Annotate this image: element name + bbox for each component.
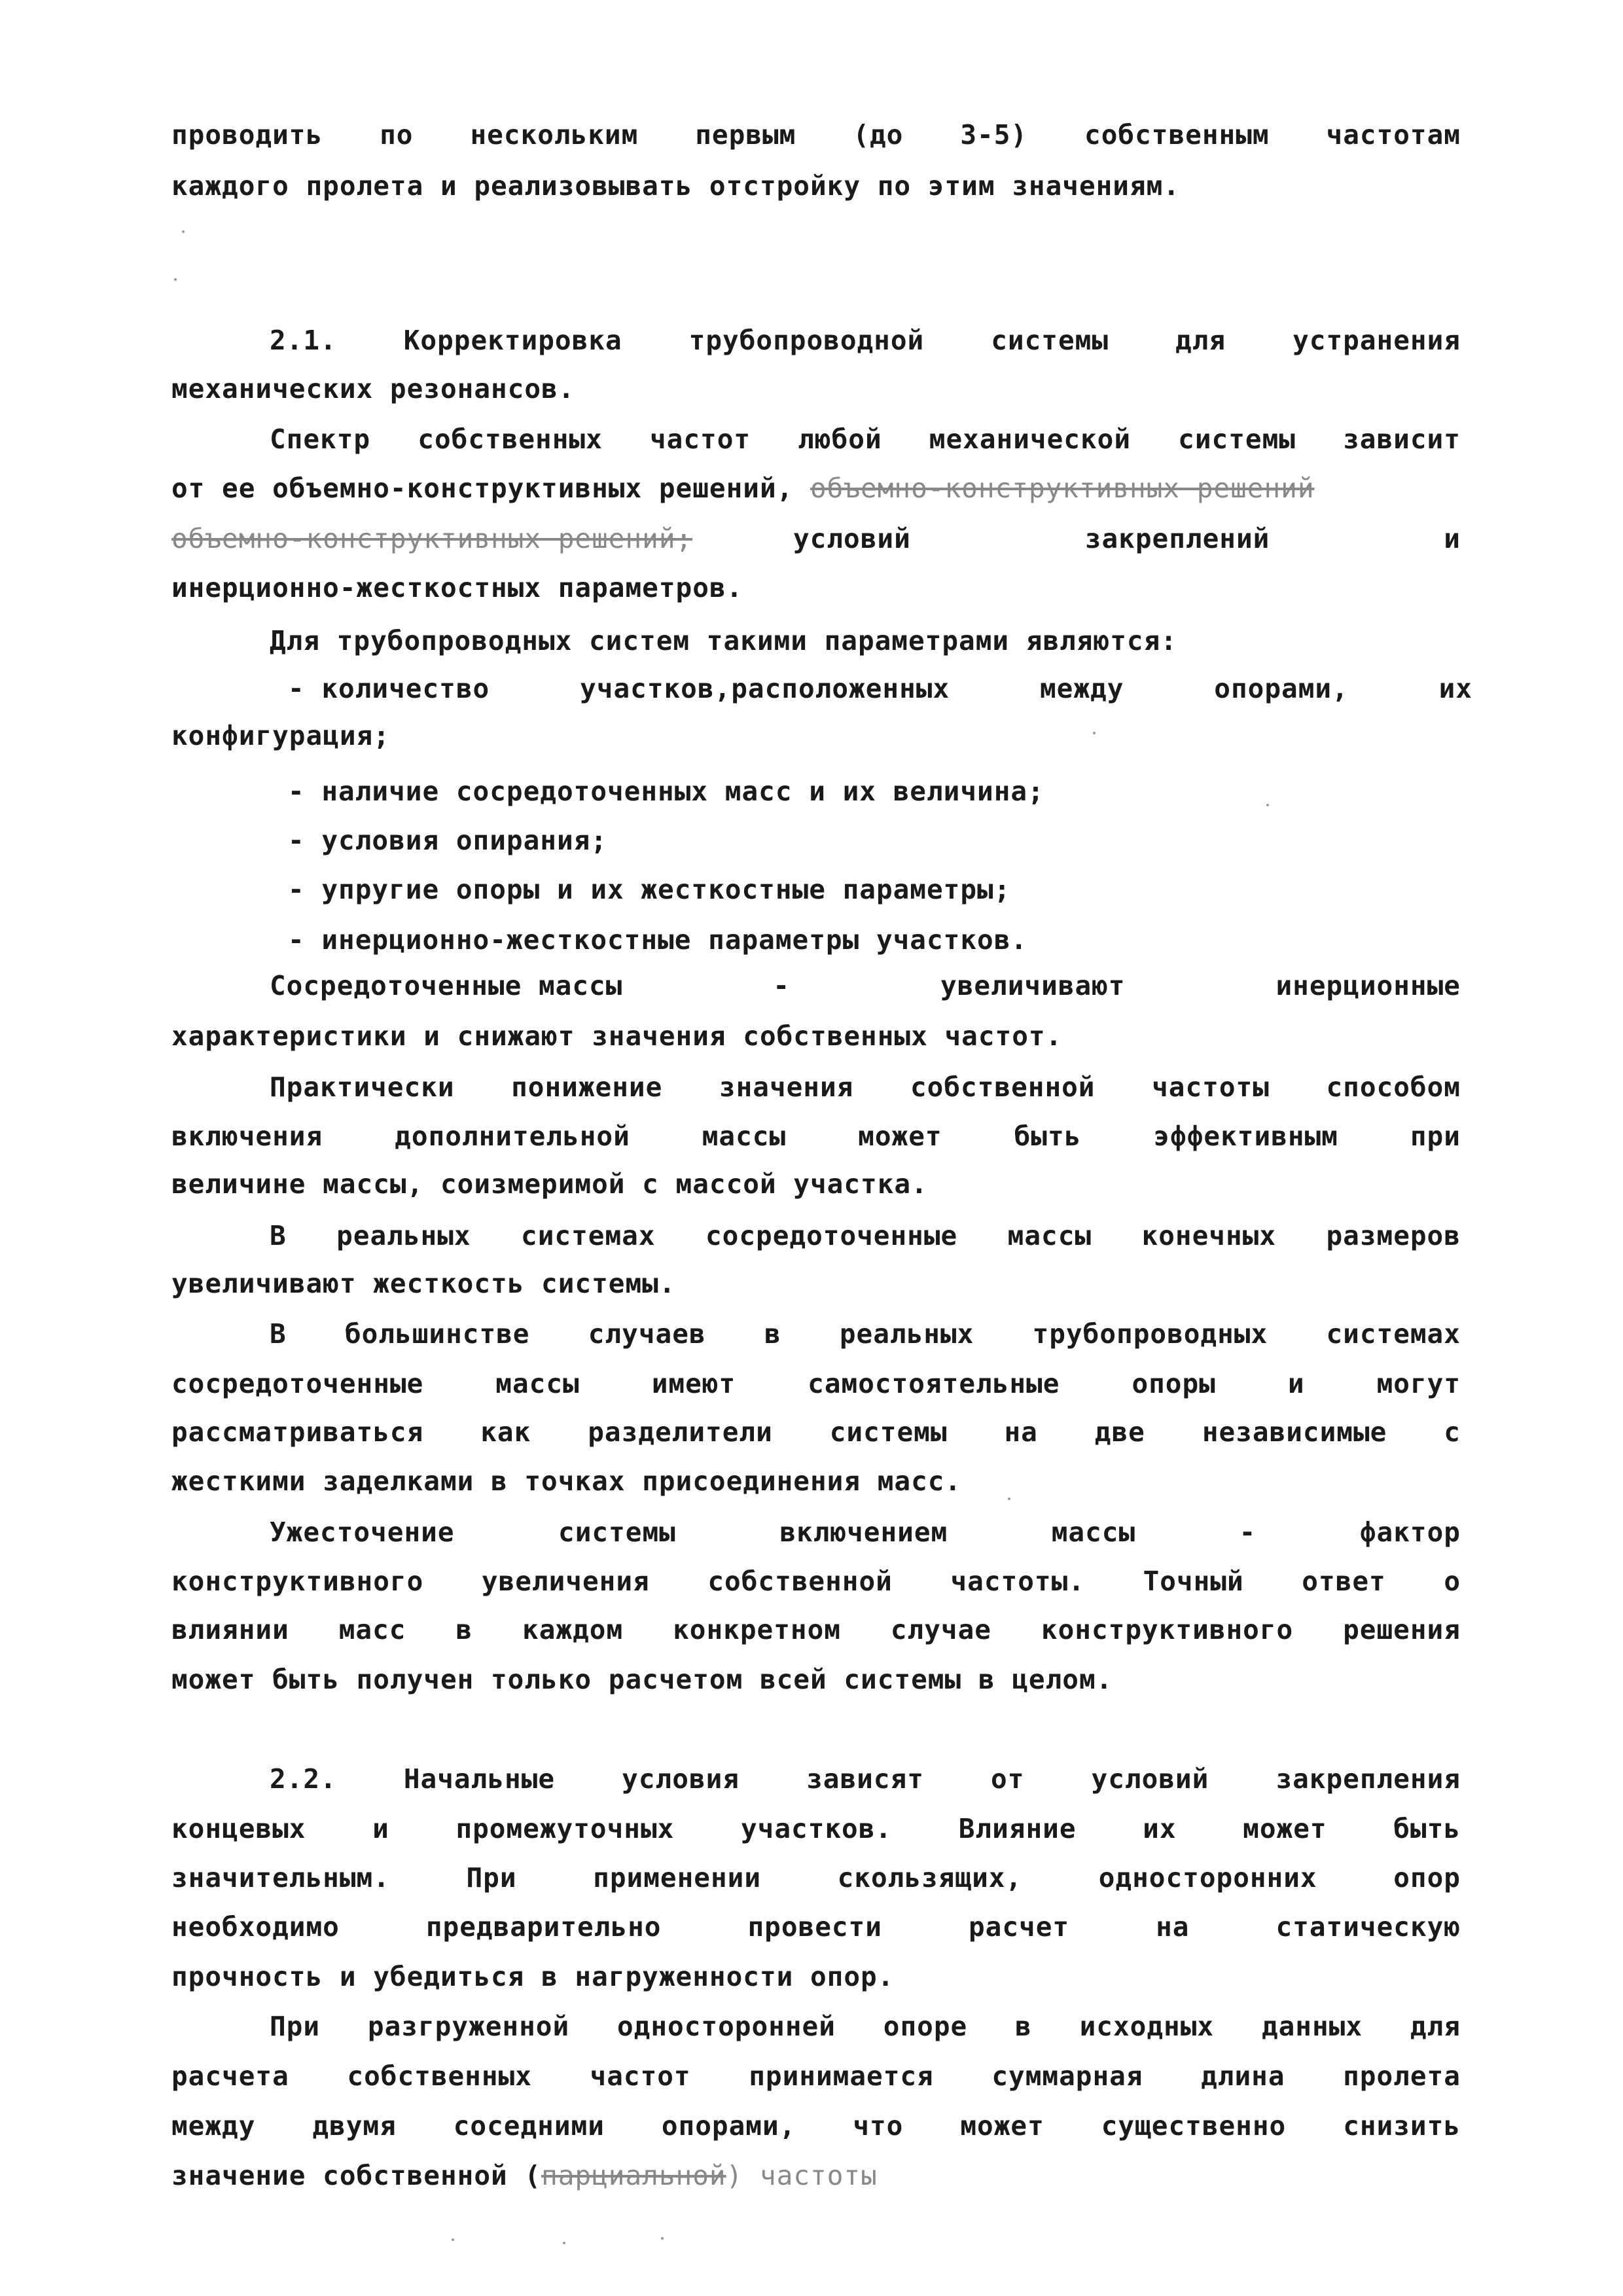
word: может [1243,1813,1327,1844]
text-line [171,1415,1461,1449]
word: размеров [1326,1220,1461,1251]
word: в [764,1318,781,1350]
word: собственным [1084,119,1270,151]
word: частоты [1152,1071,1270,1103]
text-fragment: от ее объемно-конструктивных решений, [171,473,794,504]
section-heading: механических резонансов. [171,373,575,404]
word: разгруженной [367,2011,570,2042]
word: односторонних [1098,1862,1317,1893]
word: с [1444,1416,1461,1448]
word: опорами, [661,2110,796,2142]
word: для [1410,2011,1461,2042]
word: системах [1326,1318,1461,1350]
text-line [270,969,1461,1003]
word: массы [1007,1220,1092,1251]
scan-speck [661,2237,664,2240]
word: рассматриваться [171,1416,424,1448]
section-heading [270,323,1461,357]
text-line: жесткими заделками в точках присоединения масс. [171,1465,962,1497]
word: быть [1014,1121,1082,1152]
word: (до [853,119,904,151]
text-fragment: значение собственной ( [171,2160,542,2191]
word: 2.2. [270,1763,337,1795]
word: разделители [588,1416,773,1448]
word: и [1444,523,1461,554]
word: на [1156,1911,1190,1943]
word: соседними [453,2110,605,2142]
word: Ужесточение [270,1516,455,1548]
text-fragment [793,522,1461,556]
word: расчета [171,2060,289,2092]
word: собственных [418,423,603,455]
word: - количество [288,673,490,704]
word: реальных [839,1318,974,1350]
word: условий [793,523,911,554]
word: конструктивного [171,1566,424,1597]
word: закреплений [1084,523,1270,554]
word: В [270,1318,287,1350]
word: любой [798,423,882,455]
word: системы [829,1416,948,1448]
text-line [171,471,1315,505]
word: При [466,1862,517,1893]
word: Спектр [270,423,371,455]
word: что [853,2110,904,2142]
word: конкретном [673,1614,841,1645]
word: понижение [511,1071,663,1103]
word: их [1438,673,1472,704]
text-line [171,1119,1461,1153]
word: включением [779,1516,948,1548]
word: способом [1326,1071,1461,1103]
word: условий [1091,1763,1209,1795]
text-line [270,422,1461,456]
word: при [1410,1121,1461,1152]
text-line: величине массы, соизмеримой с массой участка. [171,1168,928,1200]
list-item: - условия опирания; [288,825,607,856]
list-item: - наличие сосредоточенных масс и их величина; [288,776,1044,807]
scan-speck [1266,804,1269,806]
text-line [270,1317,1461,1351]
text-line [270,2009,1461,2043]
list-item-continuation: конфигурация; [171,720,390,751]
word: конструктивного [1041,1614,1294,1645]
text-line [171,1861,1461,1895]
word: При [270,2011,321,2042]
word: закрепления [1275,1763,1461,1795]
word: в [455,1614,473,1645]
word: зависит [1343,423,1461,455]
word: и [1287,1368,1305,1399]
word: условия [622,1763,740,1795]
word: собственных [347,2060,532,2092]
scan-speck [174,278,177,281]
word: независимые [1202,1416,1387,1448]
word: дополнительной [395,1121,630,1152]
text-line [171,2059,1461,2093]
word: статическую [1275,1911,1461,1943]
word: увеличивают [940,970,1126,1001]
word: Корректировка [403,325,622,356]
text-line [171,1367,1461,1401]
scan-speck [563,2242,565,2244]
text-line [171,1564,1461,1598]
word: трубопроводной [688,325,925,356]
word: каждом [522,1614,624,1645]
word: их [1143,1813,1177,1844]
word: значения [719,1071,854,1103]
text-line [171,1812,1461,1846]
text-line: Для трубопроводных систем такими параметрами являются: [270,625,1177,656]
word: двумя [312,2110,397,2142]
word: масс [338,1614,406,1645]
word: системы [991,325,1109,356]
word: собственной [910,1071,1096,1103]
text-fragment: ) частоты [726,2160,878,2191]
word: самостоятельные [808,1368,1060,1399]
word: быть [1393,1813,1461,1844]
word: Точный [1143,1566,1244,1597]
word: существенно [1101,2110,1287,2142]
word: провести [747,1911,882,1943]
word: системы [558,1516,676,1548]
word: массы [702,1121,787,1152]
word: инерционные [1275,970,1461,1001]
word: данных [1261,2011,1363,2042]
word: по [380,119,414,151]
word: массы [495,1368,580,1399]
word: опорами, [1214,673,1349,704]
text-line: может быть получен только расчетом всей системы в целом. [171,1664,1113,1695]
text-line: характеристики и снижают значения собственных частот. [171,1020,1063,1052]
word: проводить [171,119,323,151]
word: промежуточных [455,1813,675,1844]
word: применении [593,1862,761,1893]
word: исходных [1079,2011,1215,2042]
text-line [171,1910,1461,1944]
struck-text: парциальной [541,2160,726,2191]
scan-speck [1008,1498,1010,1500]
word: ответ [1302,1566,1386,1597]
list-item [288,672,1472,706]
word: частот [590,2060,691,2092]
word: первым [695,119,796,151]
word: 3-5) [960,119,1028,151]
text-line: каждого пролета и реализовывать отстройку по этим значениям. [171,170,1181,202]
word: односторонней [617,2011,836,2042]
word: опоры [1132,1368,1216,1399]
word: о [1444,1566,1461,1597]
word: принимается [749,2060,934,2092]
text-line [171,118,1461,152]
text-line: увеличивают жесткость системы. [171,1268,676,1299]
word: включения [171,1121,323,1152]
word: предварительно [425,1911,662,1943]
word: случае [890,1614,991,1645]
word: нескольким [470,119,639,151]
text-line [171,2159,878,2193]
word: системы [1178,423,1296,455]
text-line: прочность и убедиться в нагруженности опор. [171,1961,895,1992]
word: между [171,2110,256,2142]
word: механической [929,423,1132,455]
word: решения [1343,1614,1461,1645]
word: опоре [883,2011,968,2042]
word: - [1239,1516,1257,1548]
scan-speck [1093,732,1096,734]
text-line [171,1613,1461,1647]
text-line [270,1219,1461,1253]
word: снизить [1343,2110,1461,2142]
word: увеличения [481,1566,650,1597]
word: суммарная [991,2060,1143,2092]
word: Влияние [958,1813,1077,1844]
word: имеют [651,1368,736,1399]
word: две [1094,1416,1145,1448]
word: влиянии [171,1614,289,1645]
word: от [991,1763,1025,1795]
word: эффективным [1153,1121,1338,1152]
word: в [1015,2011,1032,2042]
word: собственной [707,1566,893,1597]
word: частот [649,423,751,455]
struck-text: объемно-конструктивных решений [810,473,1315,504]
word: участков,расположенных [580,673,950,704]
word: сосредоточенные [171,1368,424,1399]
struck-text: объемно-конструктивных решений; [171,523,693,554]
word: как [480,1416,531,1448]
word: между [1040,673,1124,704]
word: может [858,1121,942,1152]
text-line [171,2109,1461,2143]
word: могут [1376,1368,1461,1399]
word: системах [521,1220,656,1251]
word: частотам [1326,119,1461,151]
word: массы [1051,1516,1136,1548]
word: необходимо [171,1911,340,1943]
word: устранения [1293,325,1461,356]
word: скользящих, [837,1862,1023,1893]
word: для [1175,325,1226,356]
word: реальных [336,1220,471,1251]
word: - [773,970,791,1001]
word: В [270,1220,287,1251]
text-line: инерционно-жесткостных параметров. [171,572,743,603]
word: опор [1393,1862,1461,1893]
word: частоты. [950,1566,1085,1597]
word: концевых [171,1813,306,1844]
scan-speck [452,2238,454,2241]
text-line [270,1515,1461,1549]
word: участков. [740,1813,893,1844]
word: длина [1201,2060,1285,2092]
word: на [1004,1416,1038,1448]
word: значительным. [171,1862,390,1893]
list-item: - инерционно-жесткостные параметры участков. [288,924,1028,956]
word: Начальные [403,1763,556,1795]
word: большинстве [344,1318,530,1350]
word: пролета [1343,2060,1461,2092]
word: зависят [806,1763,924,1795]
word: сосредоточенные [705,1220,958,1251]
word: случаев [588,1318,706,1350]
word: трубопроводных [1032,1318,1268,1350]
word: конечных [1141,1220,1277,1251]
word: 2.1. [270,325,337,356]
word: и [372,1813,389,1844]
word: расчет [968,1911,1070,1943]
word: может [960,2110,1044,2142]
scan-speck [182,230,185,233]
word: Практически [270,1071,455,1103]
section-heading [270,1762,1461,1796]
list-item: - упругие опоры и их жесткостные параметры; [288,874,1011,905]
word: Сосредоточенные массы [270,970,623,1001]
word: фактор [1359,1516,1461,1548]
text-line [171,522,1461,556]
text-line [270,1070,1461,1104]
